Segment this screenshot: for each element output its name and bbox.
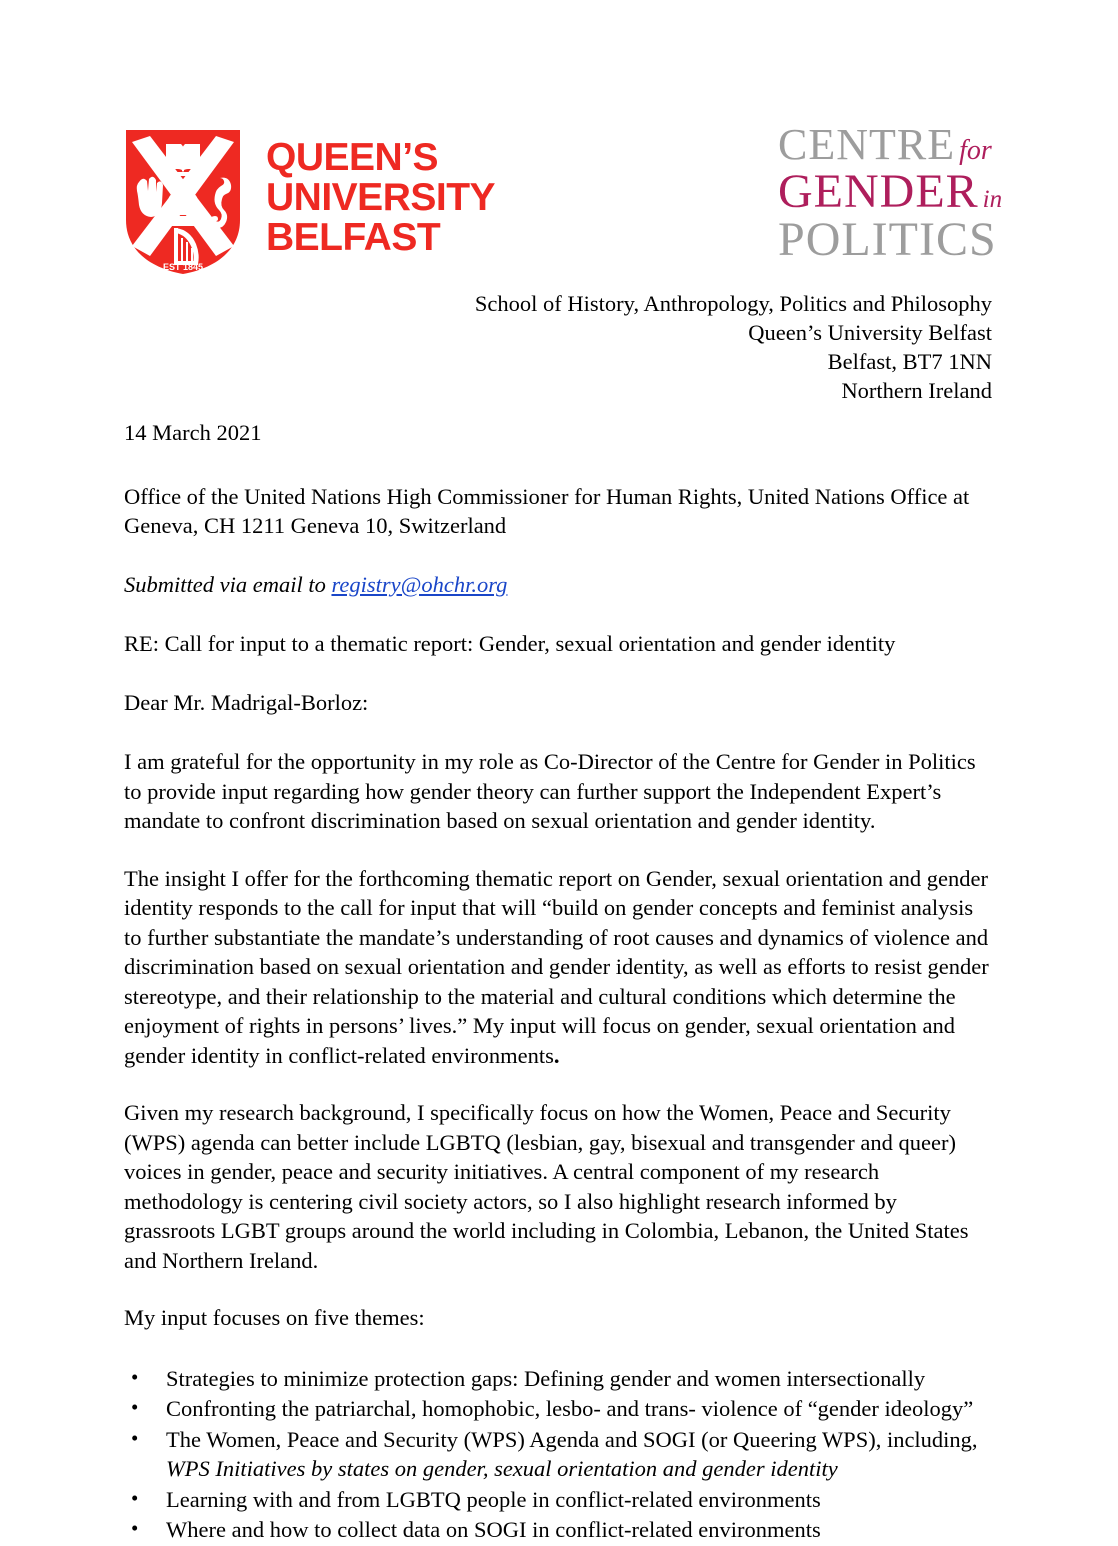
sender-address-line-4: Northern Ireland <box>841 378 992 403</box>
paragraph-2-text: The insight I offer for the forthcoming thematic report on Gender, sexual orientation and gender identity responds to the call for input that will “build on gender concepts and feminist analysis to further substantiate the mandate’s understanding of root causes and dynamics of violence and discrimination based on sexual orientation and gender identity, as well as efforts to resist gender stereotype, and their relationship to the material and cultural conditions which determine the enjoyment of rights in persons’ lives.” My input will focus on gender, sexual orientation and gender identity in conflict-related environments <box>124 865 989 1068</box>
cgp-gender-text: GENDER <box>778 164 979 218</box>
cgp-politics-text: POLITICS <box>778 213 997 267</box>
paragraph-2 <box>124 864 992 1071</box>
centre-for-gender-in-politics-logo <box>778 120 1048 267</box>
theme-bullet-4 <box>124 1485 992 1515</box>
cgp-line-gender <box>778 164 1048 218</box>
theme-bullet-2-text: Confronting the patriarchal, homophobic, lesbo- and trans- violence of “gender ideology” <box>166 1396 974 1421</box>
salutation: Dear Mr. Madrigal-Borloz: <box>124 689 369 715</box>
cgp-centre-text: CENTRE <box>778 120 956 169</box>
recipient-address: Office of the United Nations High Commissioner for Human Rights, United Nations Office at Geneva, CH 1211 Geneva 10, Switzerland <box>124 483 970 538</box>
letterhead-header <box>0 0 1118 285</box>
cgp-line-politics <box>778 213 1048 267</box>
submitted-prefix-text: Submitted via email to <box>124 571 332 597</box>
qub-logo <box>124 128 495 276</box>
cgp-in-text: in <box>982 185 1003 213</box>
themes-bullet-list <box>124 1364 992 1545</box>
theme-bullet-3-text: The Women, Peace and Security (WPS) Agenda and SOGI (or Queering WPS), including, <box>166 1426 978 1452</box>
theme-bullet-1 <box>124 1364 992 1394</box>
paragraph-1: I am grateful for the opportunity in my role as Co-Director of the Centre for Gender in Politics to provide input regarding how gender theory can further support the Independent Expert’s mandate to confront discrimination based on sexual orientation and gender identity. <box>124 749 976 833</box>
theme-bullet-5 <box>124 1515 992 1545</box>
theme-bullet-5-text: Where and how to collect data on SOGI in conflict-related environments <box>166 1517 821 1542</box>
qub-wordmark-line1: QUEEN’S <box>266 136 439 179</box>
paragraph-2-final-period: . <box>553 1042 560 1068</box>
qub-wordmark <box>266 138 495 258</box>
paragraph-3: Given my research background, I specifically focus on how the Women, Peace and Security (WPS) agenda can better include LGBTQ (lesbian, gay, bisexual and transgender and queer) voices in gender, peace and security initiatives. A central component of my research methodology is centering civil society actors, so I also highlight research informed by grassroots LGBT groups around the world including in Colombia, Lebanon, the United States and Northern Ireland. <box>124 1100 969 1273</box>
qub-shield-motto: EST 1845 <box>162 262 204 272</box>
cgp-line-centre <box>778 120 1048 169</box>
letter-body <box>124 418 992 1546</box>
registry-email-link[interactable]: registry@ohchr.org <box>331 571 508 597</box>
letter-date: 14 March 2021 <box>124 420 262 445</box>
submitted-via-email-line <box>124 570 992 600</box>
cgp-for-text: for <box>959 135 992 166</box>
qub-shield-icon <box>124 128 242 276</box>
theme-bullet-1-text: Strategies to minimize protection gaps: Defining gender and women intersectionally <box>166 1365 926 1391</box>
themes-intro: My input focuses on five themes: <box>124 1305 425 1330</box>
theme-bullet-3-italic: WPS Initiatives by states on gender, sexual orientation and gender identity <box>166 1456 838 1481</box>
sender-address-line-1: School of History, Anthropology, Politics and Philosophy <box>474 291 992 316</box>
subject-line: RE: Call for input to a thematic report: Gender, sexual orientation and gender identity <box>124 631 896 656</box>
theme-bullet-4-text: Learning with and from LGBTQ people in conflict-related environments <box>166 1486 821 1512</box>
sender-address-line-3: Belfast, BT7 1NN <box>827 349 992 374</box>
theme-bullet-3 <box>124 1425 992 1484</box>
qub-wordmark-line2: UNIVERSITY <box>266 176 496 219</box>
theme-bullet-2 <box>124 1394 992 1424</box>
sender-address-line-2: Queen’s University Belfast <box>748 320 992 345</box>
sender-address-block <box>430 289 992 405</box>
qub-wordmark-line3: BELFAST <box>266 216 441 259</box>
